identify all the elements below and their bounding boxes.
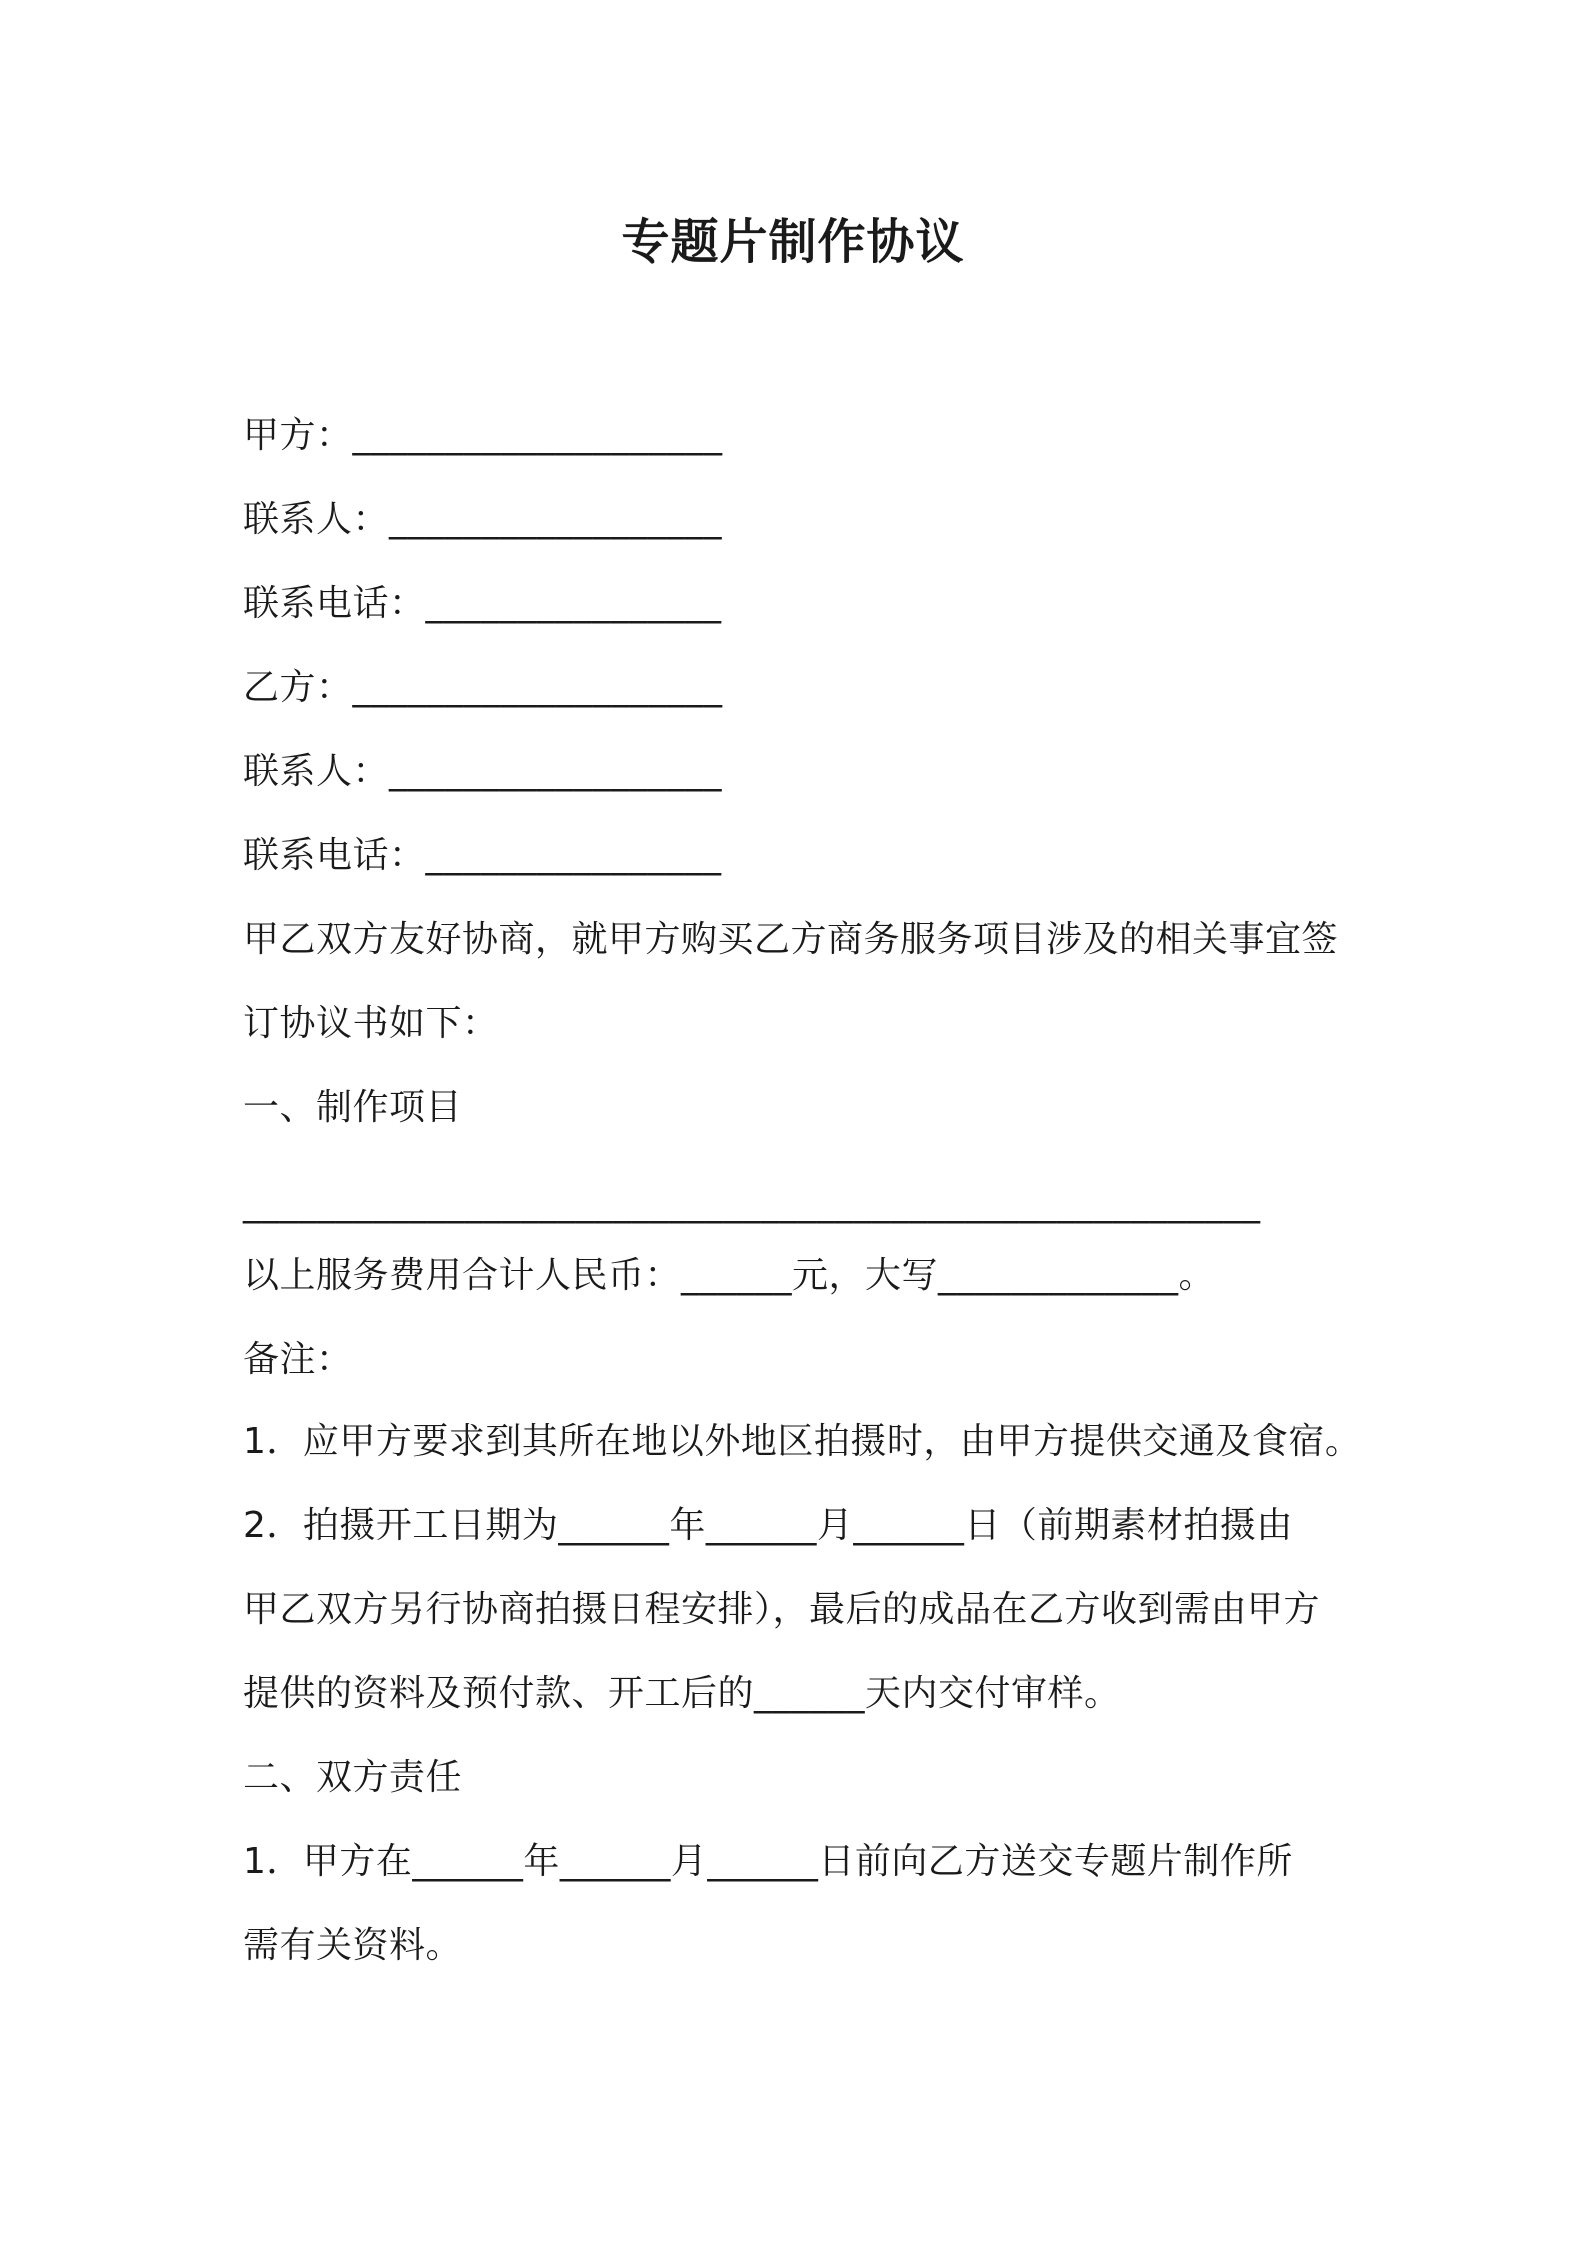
party-a-phone-line: 联系电话：________________ bbox=[243, 583, 722, 624]
document-title: 专题片制作协议 bbox=[621, 214, 965, 270]
section-heading: 二、双方责任 bbox=[243, 1757, 463, 1798]
clause-line: 1．甲方在______年______月______日前向乙方送交专题片制作所 bbox=[243, 1841, 1293, 1882]
party-b-phone-line: 联系电话：________________ bbox=[243, 835, 722, 876]
intro-paragraph-line: 订协议书如下： bbox=[243, 1003, 499, 1044]
party-b-name-line: 乙方：____________________ bbox=[243, 667, 723, 708]
section-heading: 一、制作项目 bbox=[243, 1087, 463, 1128]
blank-fill-line: _______________________________________________________ bbox=[243, 1183, 1261, 1224]
party-a-contact-line: 联系人：__________________ bbox=[243, 499, 723, 540]
clause-line: 1．应甲方要求到其所在地以外地区拍摄时，由甲方提供交通及食宿。 bbox=[243, 1421, 1362, 1462]
fee-line: 以上服务费用合计人民币：______元，大写_____________。 bbox=[243, 1255, 1216, 1296]
clause-line: 2．拍摄开工日期为______年______月______日（前期素材拍摄由 bbox=[243, 1505, 1293, 1546]
remarks-heading: 备注： bbox=[243, 1339, 353, 1380]
party-a-name-line: 甲方：____________________ bbox=[243, 415, 723, 456]
party-b-contact-line: 联系人：__________________ bbox=[243, 751, 723, 792]
clause-line: 提供的资料及预付款、开工后的______天内交付审样。 bbox=[243, 1673, 1121, 1714]
clause-line: 需有关资料。 bbox=[243, 1925, 463, 1966]
intro-paragraph-line: 甲乙双方友好协商，就甲方购买乙方商务服务项目涉及的相关事宜签 bbox=[243, 919, 1339, 960]
clause-line: 甲乙双方另行协商拍摄日程安排），最后的成品在乙方收到需由甲方 bbox=[243, 1589, 1321, 1630]
